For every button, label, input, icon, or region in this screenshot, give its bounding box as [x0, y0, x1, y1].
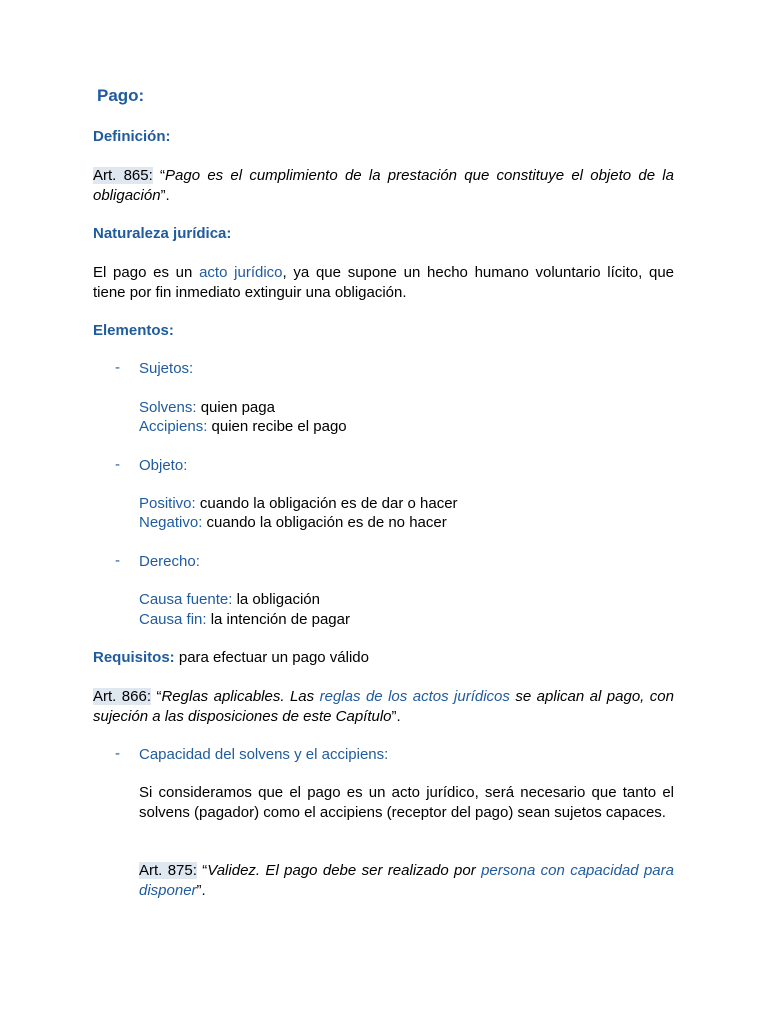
- solvens-text: quien paga: [196, 399, 275, 416]
- requisitos-heading: Requisitos:: [93, 649, 175, 666]
- negativo-line: [139, 513, 674, 533]
- causa-fin-text: la intención de pagar: [206, 611, 350, 628]
- causa-fin-label: Causa fin:: [139, 611, 207, 628]
- art-875-label: Art. 875:: [139, 862, 197, 879]
- close-quote: ”.: [160, 187, 170, 204]
- close-quote: ”.: [391, 708, 401, 725]
- requisitos-text: para efectuar un pago válido: [174, 649, 369, 666]
- positivo-line: [139, 494, 674, 514]
- accipiens-label: Accipiens:: [139, 418, 208, 435]
- solvens-label: Solvens:: [139, 399, 197, 416]
- capacidad-label: Capacidad del solvens y el accipiens:: [139, 746, 389, 763]
- art-866-paragraph: [93, 687, 674, 727]
- solvens-line: [139, 398, 674, 418]
- naturaleza-heading: Naturaleza jurídica:: [93, 225, 232, 242]
- causa-fuente-text: la obligación: [232, 591, 320, 608]
- art-865-label: Art. 865:: [93, 167, 153, 184]
- page-title: Pago:: [97, 86, 145, 105]
- positivo-text: cuando la obligación es de dar o hacer: [195, 495, 458, 512]
- requisitos-line: [93, 648, 674, 668]
- definicion-heading: Definición:: [93, 128, 171, 145]
- negativo-label: Negativo:: [139, 514, 203, 531]
- bullet-dash: -: [115, 552, 120, 569]
- open-quote: “: [152, 167, 166, 184]
- elementos-heading: Elementos:: [93, 322, 174, 339]
- art-865-paragraph: [93, 166, 674, 206]
- open-quote: “: [196, 862, 208, 879]
- bullet-dash: -: [115, 745, 120, 762]
- bullet-dash: -: [115, 359, 120, 376]
- negativo-text: cuando la obligación es de no hacer: [202, 514, 447, 531]
- art-875-paragraph: [139, 861, 674, 901]
- objeto-label: Objeto:: [139, 457, 188, 474]
- derecho-label: Derecho:: [139, 553, 200, 570]
- art-866-quote-1: Reglas aplicables. Las: [161, 688, 320, 705]
- causa-fuente-label: Causa fuente:: [139, 591, 233, 608]
- close-quote: ”.: [196, 882, 206, 899]
- art-875-quote: Validez. El pago debe ser realizado por: [207, 862, 482, 879]
- acto-juridico-link[interactable]: acto jurídico: [199, 264, 283, 281]
- accipiens-text: quien recibe el pago: [207, 418, 347, 435]
- causa-fuente-line: [139, 590, 674, 610]
- persona-capacidad-link[interactable]: persona con capacidad para disponer: [139, 862, 674, 899]
- naturaleza-pre: El pago es un: [93, 264, 200, 281]
- naturaleza-post: , ya que supone un hecho humano voluntario lícito, que tiene por fin inmediato extinguir una obligación.: [93, 264, 675, 301]
- art-866-label: Art. 866:: [93, 688, 151, 705]
- reglas-actos-link[interactable]: reglas de los actos jurídicos: [319, 688, 510, 705]
- accipiens-line: [139, 417, 674, 437]
- sujetos-label: Sujetos:: [139, 360, 194, 377]
- open-quote: “: [151, 688, 162, 705]
- capacidad-paragraph: Si consideramos que el pago es un acto jurídico, será necesario que tanto el solvens (pagador) como el accipiens (receptor del pago) sean sujetos capaces.: [139, 784, 674, 821]
- positivo-label: Positivo:: [139, 495, 196, 512]
- art-865-quote: Pago es el cumplimiento de la prestación que constituye el objeto de la obligación: [93, 167, 674, 204]
- bullet-dash: -: [115, 456, 120, 473]
- naturaleza-paragraph: [93, 263, 674, 303]
- causa-fin-line: [139, 610, 674, 630]
- art-866-quote-2: se aplican al pago, con sujeción a las disposiciones de este Capítulo: [93, 688, 674, 725]
